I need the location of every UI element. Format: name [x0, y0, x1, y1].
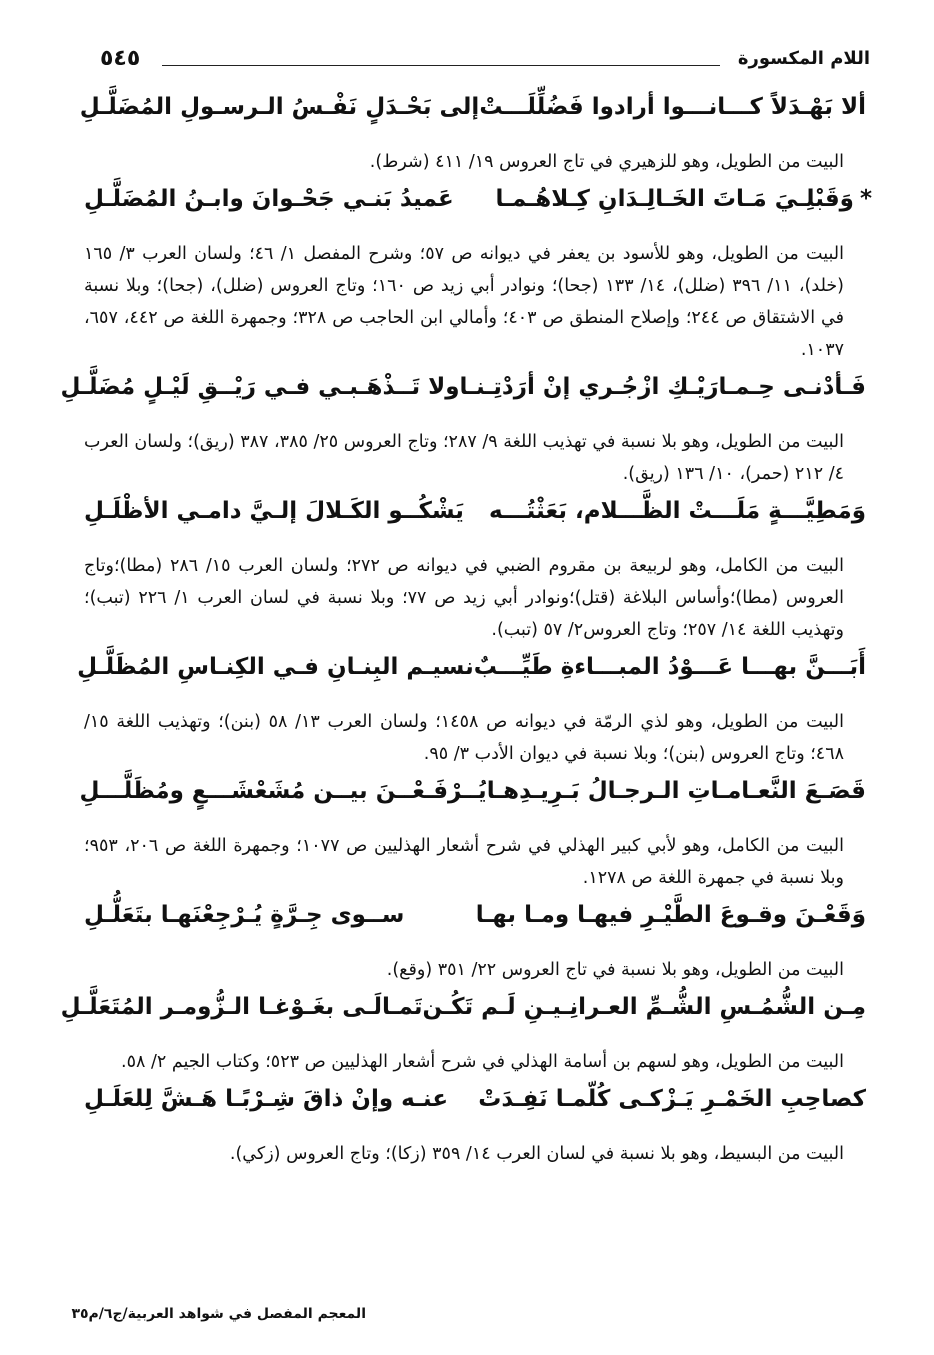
source-note: البيت من الطويل، وهو بلا نسبة في تهذيب اللغة ٩/ ٢٨٧؛ وتاج العروس ٢٥/ ٣٨٥، ٣٨٧ (ريق)؛ ولسان العرب ٤/ ٢١٢ (حمر)، ١٠/ ١٣٦ (ريق). [84, 432, 844, 484]
verse-entry [84, 896, 872, 986]
verse-entry [60, 368, 872, 490]
hemistich-first: أَبَـــنَّ بهـــا عَـــوْدُ المبـــاءةِ طَيِّـــبٌ [473, 654, 866, 680]
hemistich-first: قَصَـعَ النَّعـامـاتِ الـرجـالُ بَـرِيـدِهـا [486, 778, 866, 804]
hemistich-first: ألا بَهْـدَلاً كـــانـــوا أرادوا فَضُلِّلَـــتْ [479, 94, 866, 120]
verse-entry [79, 88, 872, 178]
source-note: البيت من الطويل، وهو للزهيري في تاج العروس ١٩/ ٤١١ (شرط). [369, 152, 844, 172]
entries-list [60, 88, 872, 1172]
verse-line [77, 648, 872, 706]
hemistich-second: تَمـالَـى بغَـوْغـا الـزُّومـر المُتَعَلَّـلِ [60, 994, 423, 1020]
hemistich-first: كصاحِبِ الخَمْـرِ يَـزْكـى كُلّمـا نَفِـدَتْ [478, 1086, 866, 1112]
source-note: البيت من الكامل، وهو لأبي كبير الهذلي في شرح أشعار الهذليين ص ١٠٧٧؛ وجمهرة اللغة ص ٢٠٦، ٩٥٣؛ وبلا نسبة في جمهرة اللغة ص ١٢٧٨. [84, 836, 844, 888]
hemistich-second: يُــرْفَـعْــنَ بيــن مُشَعْشَـــعٍ ومُظَلَّـــلِ [79, 778, 487, 804]
hemistich-first: وَقَعْـنَ وقـوعَ الطَّيْـرِ فيهـا ومـا بهـا [475, 902, 866, 928]
page-header [100, 48, 870, 82]
section-title: اللام المكسورة [737, 48, 870, 69]
hemistich-second: نسيـم البِنـانِ فـي الكِنـاسِ المُظَلَّـلِ [77, 654, 474, 680]
verse-line [79, 772, 872, 830]
verse-line [84, 180, 872, 238]
verse-entry [84, 180, 872, 366]
header-rule [162, 65, 720, 66]
verse-entry [79, 772, 872, 894]
hemistich-first: *وَقَبْلِـيَ مَـاتَ الخَـالِـدَانِ كِـلاهُـمـا [495, 186, 872, 212]
verse-line [79, 88, 872, 146]
hemistich-first: فَـأدْنـى حِـمـارَيْـكِ ازْجُـري إنْ أرَدْتِـنـا [459, 374, 866, 400]
source-note: البيت من الطويل، وهو بلا نسبة في تاج العروس ٢٢/ ٣٥١ (وقع). [386, 960, 844, 980]
hemistich-first: مِـن الشُّمُـسِ الشُّـمِّ العـرانِـيـنِ لَـم تَكُـن [422, 994, 866, 1020]
verse-line [84, 492, 872, 550]
verse-entry [77, 648, 872, 770]
hemistich-second: عنـه وإنْ ذاقَ شِـرْبًـا هَـشَّ لِلعَلَـلِ [84, 1086, 449, 1112]
verse-line [60, 988, 872, 1046]
source-note: البيت من الطويل، وهو لذي الرمّة في ديوانه ص ١٤٥٨؛ ولسان العرب ١٣/ ٥٨ (بنن)؛ وتهذيب اللغة ١٥/ ٤٦٨؛ وتاج العروس (بنن)؛ وبلا نسبة في ديوان الأدب ٣/ ٩٥. [84, 712, 845, 764]
hemistich-second: إلى بَحْـدَلٍ نَفْـسُ الـرسـولِ المُضَلَّـلِ [79, 94, 480, 120]
source-note: البيت من الطويل، وهو للأسود بن يعفر في ديوانه ص ٥٧؛ وشرح المفصل ١/ ٤٦؛ ولسان العرب ٣/ ١٦٥ (خلد)، ١١/ ٣٩٦ (ضلل)، ١٤/ ١٣٣ (جحا)؛ ونوادر أبي زيد ص ١٦٠؛ وتاج العروس (ضلل)، (جحا)؛ وبلا نسبة في الاشتقاق ص ٢٤٤؛ وإصلاح المنطق ص ٤٠٣؛ وأمالي ابن الحاجب ص ٣٢٨؛ وجمهرة اللغة ص ٤٤٢، ٦٥٧، ١٠٣٧. [84, 244, 845, 360]
verse-entry [84, 1080, 872, 1170]
star-marker: * [859, 186, 872, 212]
source-note: البيت من الطويل، وهو لسهم بن أسامة الهذلي في شرح أشعار الهذليين ص ٥٢٣؛ وكتاب الجيم ٢/ ٥٨. [120, 1052, 844, 1072]
verse-line [84, 1080, 872, 1138]
verse-entry [60, 988, 872, 1078]
source-note: البيت من الكامل، وهو لربيعة بن مقروم الضبي في ديوانه ص ٢٧٢؛ ولسان العرب ١٥/ ٢٨٦ (مطا)؛وتاج العروس (مطا)؛وأساس البلاغة (قتل)؛ونوادر أبي زيد ص ٧٧؛ وبلا نسبة في لسان العرب ١/ ٢٢٦ (تبب)؛ وتهذيب اللغة ١٤/ ٢٥٧؛ وتاج العروس٢/ ٥٧ (تبب). [84, 556, 844, 640]
source-note: البيت من البسيط، وهو بلا نسبة في لسان العرب ١٤/ ٣٥٩ (زكا)؛ وتاج العروس (زكي). [229, 1144, 844, 1164]
hemistich-first: وَمَطِيَّـــةٍ مَلَـــتْ الظَّـــلام، بَعَثْتُـــه [489, 498, 866, 524]
verse-line [84, 896, 872, 954]
hemistich-second: عَميدُ بَنـي جَحْـوانَ وابـنُ المُضَلَّـلِ [84, 186, 454, 212]
hemistich-second: ســوى جِـرَّةٍ يُـرْجِعْنَهـا بتَعَلُّـلِ [84, 902, 405, 928]
verse-entry [84, 492, 872, 646]
page-number: ٥٤٥ [100, 46, 141, 71]
hemistich-second: ولا تَــذْهَـبـي فـي رَيْــقِ لَيْـلٍ مُضَلَّـلِ [60, 374, 460, 400]
hemistich-second: يَشْكُــو الكَـلالَ إلـيَّ دامـي الأظْلَـلِ [84, 498, 464, 524]
verse-line [60, 368, 872, 426]
page-footer: المعجم المفصل في شواهد العربية/ج٦/م٣٥ [71, 1306, 366, 1322]
